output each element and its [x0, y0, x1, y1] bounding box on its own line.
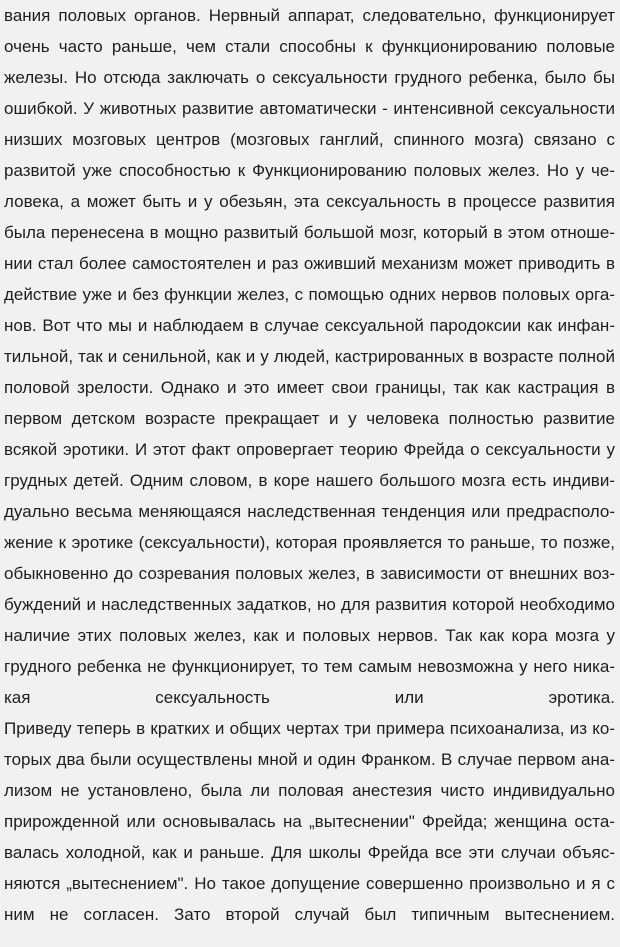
- paragraph-1-line: действие уже и без функции желез, с помощью одних нервов половых орга-: [4, 285, 615, 304]
- paragraph-1-line: наличие этих половых желез, как и половых нервов. Так как кора мозга у: [4, 626, 615, 645]
- paragraph-2-line: Приведу теперь в кратких и общих чертах три примера психоанализа, из ко-: [4, 719, 615, 738]
- paragraph-2-line: прирожденной или основывалась на „вытеснении" Фрейда; женщина оста-: [4, 812, 615, 831]
- paragraph-2-line: торых два были осуществлены мной и один Франком. В случае первом ана-: [4, 750, 615, 769]
- paragraph-1-line: кая сексуальность или эротика.: [4, 688, 615, 707]
- paragraph-1-line: была перенесена в мощно развитый большой мозг, который в этом отноше-: [4, 223, 615, 242]
- paragraph-2-line: няются „вытеснением". Но такое допущение совершенно произвольно и я с: [4, 874, 615, 893]
- paragraph-1-line: нов. Вот что мы и наблюдаем в случае сексуальной пародоксии как инфан-: [4, 316, 615, 335]
- paragraph-1-line: ловека, а может быть и у обезьян, эта сексуальность в процессе развития: [4, 192, 615, 211]
- paragraph-2-line: валась холодной, как и раньше. Для школы Фрейда все эти случаи объяс-: [4, 843, 615, 862]
- paragraph-1-line: ошибкой. У животных развитие автоматически - интенсивной сексуальности: [4, 99, 615, 118]
- paragraph-1-line: грудных детей. Одним словом, в коре нашего большого мозга есть индиви-: [4, 471, 615, 490]
- paragraph-1-line: низших мозговых центров (мозговых ганглий, спинного мозга) связано с: [4, 130, 615, 149]
- paragraph-1-line: половой зрелости. Однако и это имеет свои границы, так как кастрация в: [4, 378, 615, 397]
- paragraph-1-line: грудного ребенка не функционирует, то тем самым невозможна у него ника-: [4, 657, 615, 676]
- paragraph-1-line: вания половых органов. Нервный аппарат, следовательно, функционирует: [4, 6, 615, 25]
- paragraph-1-line: всякой эротики. И этот факт опровергает теорию Фрейда о сексуальности у: [4, 440, 615, 459]
- paragraph-2-line: лизом не установлено, была ли половая анестезия чисто индивидуально: [4, 781, 615, 800]
- paragraph-1-line: железы. Но отсюда заключать о сексуальности грудного ребенка, было бы: [4, 68, 615, 87]
- paragraph-1-line: жение к эротике (сексуальности), которая проявляется то раньше, то позже,: [4, 533, 615, 552]
- paragraph-1-line: буждений и наследственных задатков, но для развития которой необходимо: [4, 595, 615, 614]
- paragraph-1-line: дуально весьма меняющаяся наследственная тенденция или предрасполо-: [4, 502, 615, 521]
- paragraph-2-line: ним не согласен. Зато второй случай был типичным вытеснением.: [4, 905, 615, 924]
- paragraph-1-line: первом детском возрасте прекращает и у человека полностью развитие: [4, 409, 615, 428]
- paragraph-1-line: развитой уже способностью к Функционированию половых желез. Но у че-: [4, 161, 615, 180]
- paragraph-1-line: обыкновенно до созревания половых желез, в зависимости от внешних воз-: [4, 564, 615, 583]
- paragraph-1-line: очень часто раньше, чем стали способны к функционированию половые: [4, 37, 615, 56]
- paragraph-1-line: тильной, так и сенильной, как и у людей, кастрированных в возрасте полной: [4, 347, 615, 366]
- paragraph-1-line: нии стал более самостоятелен и раз оживший механизм может приводить в: [4, 254, 615, 273]
